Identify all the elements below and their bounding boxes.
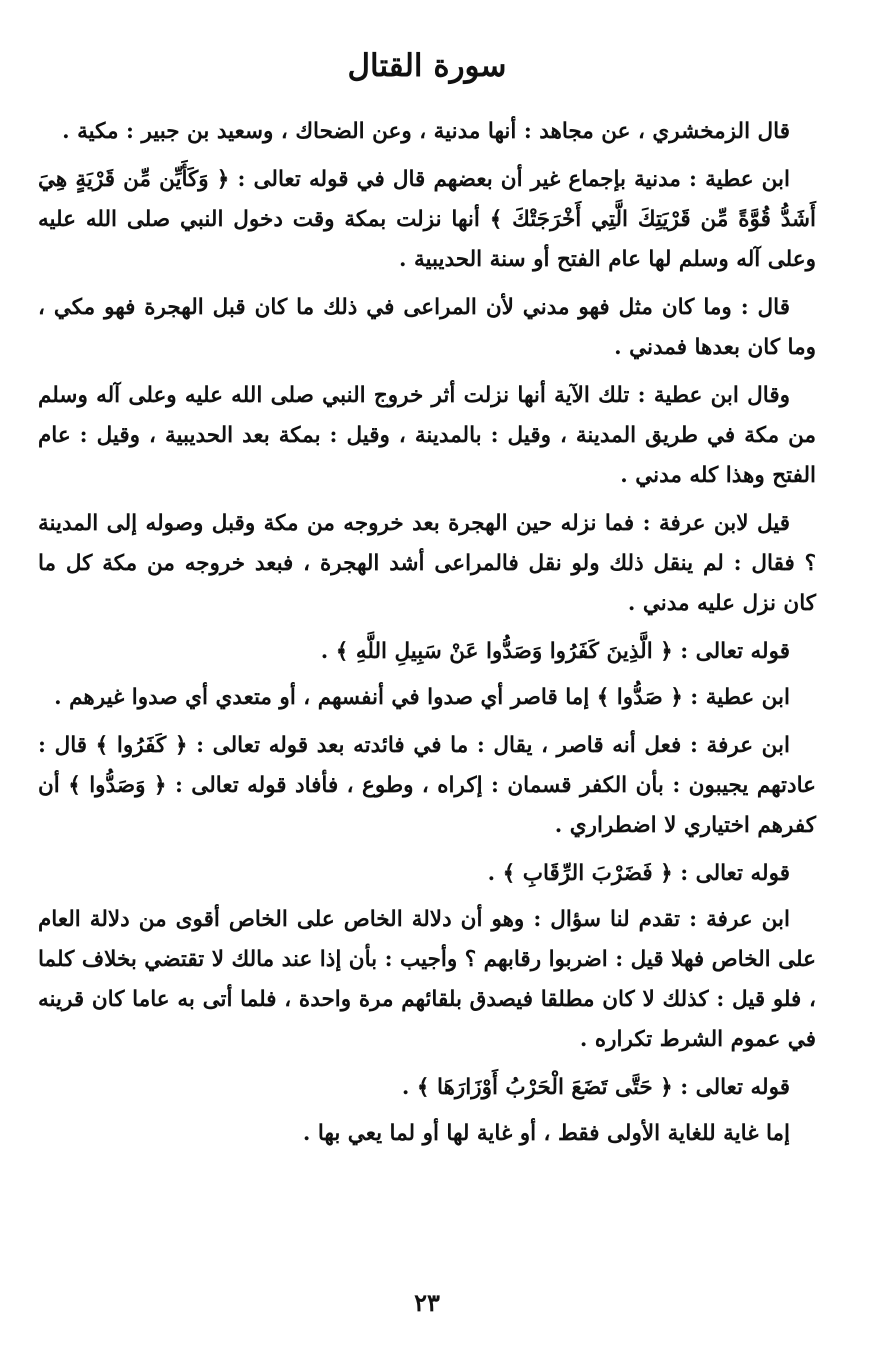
page-number: ٢٣ xyxy=(414,1288,440,1317)
book-page xyxy=(38,0,816,1371)
paragraph: إما غاية للغاية الأولى فقط ، أو غاية لها أو لما يعي بها . xyxy=(302,1121,790,1146)
paragraph: قال الزمخشري ، عن مجاهد : أنها مدنية ، وعن الضحاك ، وسعيد بن جبير : مكية . xyxy=(62,119,790,144)
chapter-title: سورة القتال xyxy=(347,48,507,84)
paragraph: ابن عرفة : فعل أنه قاصر ، يقال : ما في فائدته بعد قوله تعالى : ﴿ كَفَرُوا ﴾ قال : عادتهم يجيبون : بأن الكفر قسمان : إكراه ، وطوع ، فأفاد قوله تعالى : ﴿ وَصَدُّوا ﴾ أن كفرهم اختياري لا اضطراري . xyxy=(38,733,816,838)
page-body xyxy=(38,112,816,1162)
paragraph: قيل لابن عرفة : فما نزله حين الهجرة بعد خروجه من مكة وقبل وصوله إلى المدينة ؟ فقال : لم ينقل ذلك ولو نقل فالمراعى أشد الهجرة ، فبعد خروجه من مكة كل ما كان نزل عليه مدني . xyxy=(38,511,816,616)
paragraph: ابن عطية : مدنية بإجماع غير أن بعضهم قال في قوله تعالى : ﴿ وَكَأَيِّن مِّن قَرْيَةٍ هِيَ أَشَدُّ قُوَّةً مِّن قَرْيَتِكَ الَّتِي أَخْرَجَتْكَ ﴾ أنها نزلت بمكة وقت دخول النبي صلى الله عليه وعلى آله وسلم لها عام الفتح أو سنة الحديبية . xyxy=(38,167,816,272)
verse-quote-paragraph: قوله تعالى : ﴿ فَضَرْبَ الرِّقَابِ ﴾ . xyxy=(487,861,790,886)
paragraph: قال : وما كان مثل فهو مدني لأن المراعى في ذلك ما كان قبل الهجرة فهو مكي ، وما كان بعدها فمدني . xyxy=(38,295,816,360)
paragraph: ابن عرفة : تقدم لنا سؤال : وهو أن دلالة الخاص على الخاص أقوى من دلالة العام على الخاص فهلا قيل : اضربوا رقابهم ؟ وأجيب : بأن إذا عند مالك لا تقتضي بخلاف كلما ، فلو قيل : كذلك لا كان مطلقا فيصدق بلقائهم مرة واحدة ، فلما أتى به عاما كان قرينه في عموم الشرط تكراره . xyxy=(38,907,816,1052)
verse-quote-paragraph: قوله تعالى : ﴿ حَتَّى تَضَعَ الْحَرْبُ أَوْزَارَهَا ﴾ . xyxy=(401,1075,790,1100)
paragraph: وقال ابن عطية : تلك الآية أنها نزلت أثر خروج النبي صلى الله عليه وعلى آله وسلم من مكة في طريق المدينة ، وقيل : بالمدينة ، وقيل : بمكة بعد الحديبية ، وقيل : عام الفتح وهذا كله مدني . xyxy=(38,383,816,488)
verse-quote-paragraph: قوله تعالى : ﴿ الَّذِينَ كَفَرُوا وَصَدُّوا عَنْ سَبِيلِ اللَّهِ ﴾ . xyxy=(320,639,790,664)
paragraph: ابن عطية : ﴿ صَدُّوا ﴾ إما قاصر أي صدوا في أنفسهم ، أو متعدي أي صدوا غيرهم . xyxy=(54,685,790,710)
